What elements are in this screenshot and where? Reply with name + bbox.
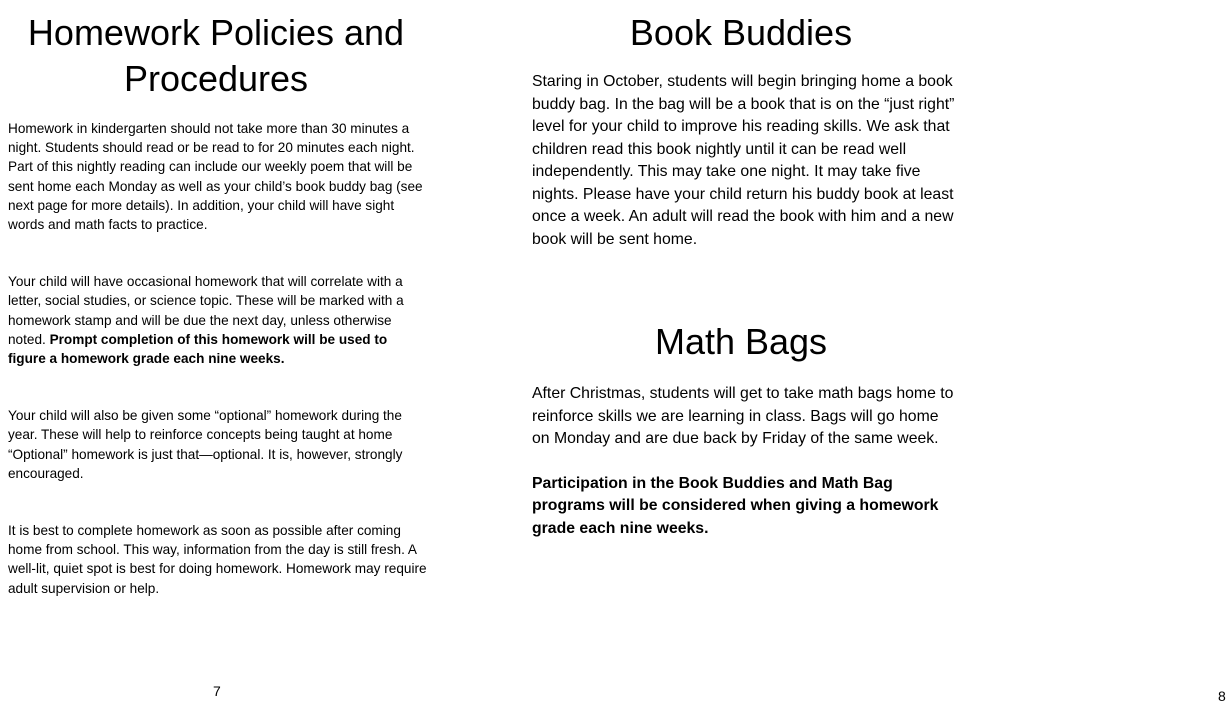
- homework-policies-title: Homework Policies and Procedures: [27, 12, 405, 99]
- homework-policies-body: [8, 119, 428, 636]
- paragraph-text: Your child will have occasional homework that will correlate with a letter, social studies, or science topic. These will be marked with a homework stamp and will be due the next day, unless otherwise noted.: [8, 274, 404, 347]
- paragraph-text: Your child will also be given some “optional” homework during the year. These will help to reinforce concepts being taught at home “Optional” homework is just that—optional. It is, however, strongly encouraged.: [8, 408, 403, 481]
- homework-paragraph-4: [8, 521, 428, 598]
- participation-note: Participation in the Book Buddies and Math Bag programs will be considered when giving a homework grade each nine weeks.: [532, 474, 939, 537]
- homework-paragraph-2: [8, 272, 428, 368]
- math-bags-text: After Christmas, students will get to take math bags home to reinforce skills we are learning in class. Bags will go home on Monday and are due back by Friday of the same week.: [532, 385, 954, 447]
- page-number: 8: [1218, 688, 1226, 704]
- book-buddies-body: [532, 71, 956, 273]
- paragraph-text: Homework in kindergarten should not take more than 30 minutes a night. Students should read or be read to for 20 minutes each night. Part of this nightly reading can include our weekly poem that will be sent home each Monday as well as your child’s book buddy bag (see next page for more details). In addition, your child will have sight words and math facts to practice.: [8, 121, 423, 233]
- book-buddies-title: Book Buddies: [629, 12, 853, 53]
- math-bags-title: Math Bags: [654, 321, 828, 362]
- homework-paragraph-1: [8, 119, 428, 234]
- math-bags-body: [532, 383, 956, 562]
- math-bags-bold-text: [532, 473, 956, 541]
- paragraph-text: It is best to complete homework as soon as possible after coming home from school. This way, information from the day is still fresh. A well-lit, quiet spot is best for doing homework. Homework may require adult supervision or help.: [8, 523, 427, 596]
- homework-paragraph-3: [8, 406, 428, 483]
- paragraph-bold-text: Prompt completion of this homework will be used to figure a homework grade each nine weeks.: [8, 331, 388, 367]
- page-number: 7: [213, 683, 221, 699]
- book-buddies-text: Staring in October, students will begin bringing home a book buddy bag. In the bag will be a book that is on the “just right” level for your child to improve his reading skills. We ask that children read this book nightly until it can be read well independently. This may take one night. It may take five nights. Please have your child return his buddy book at least once a week. An adult will read the book with him and a new book will be sent home.: [532, 73, 955, 248]
